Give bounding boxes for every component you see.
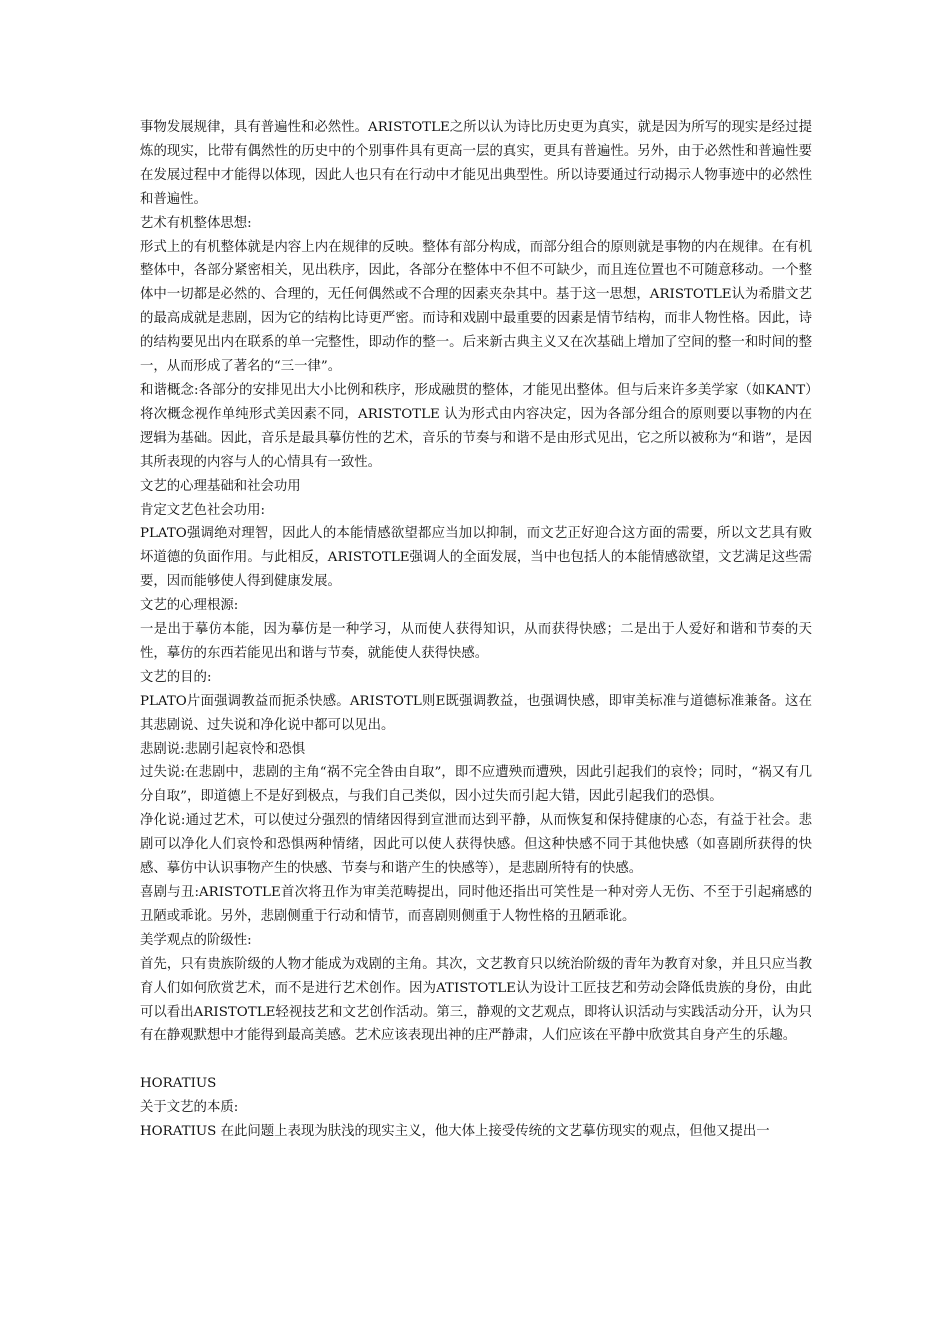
paragraph: 首先，只有贵族阶级的人物才能成为戏剧的主角。其次，文艺教育只以统治阶级的青年为教育对象，并且只应当教育人们如何欣赏艺术，而不是进行艺术创作。因为ATISTOTLE认为设计工匠技艺和劳动会降低贵族的身份，由此可以看出ARISTOTLE轻视技艺和文艺创作活动。第三，静观的文艺观点，即将认识活动与实践活动分开，认为只有在静观默想中才能得到最高美感。艺术应该表现出神的庄严静肃，人们应该在平静中欣赏其自身产生的乐趣。 (140, 956, 812, 1044)
paragraph: 形式上的有机整体就是内容上内在规律的反映。整体有部分构成，而部分组合的原则就是事物的内在规律。在有机整体中，各部分紧密相关，见出秩序，因此，各部分在整体中不但不可缺少，而且连位置也不可随意移动。一个整体中一切都是必然的、合理的，无任何偶然或不合理的因素夹杂其中。基于这一思想，ARISTOTLE认为希腊文艺的最高成就是悲剧，因为它的结构比诗更严密。而诗和戏剧中最重要的因素是情节结构，而非人物性格。因此，诗的结构要见出内在联系的单一完整性，即动作的整一。后来新古典主义又在次基础上增加了空间的整一和时间的整一，从而形成了著名的“三一律”。 (140, 239, 812, 375)
section-heading: 美学观点的阶级性: (140, 932, 252, 948)
paragraph: 喜剧与丑:ARISTOTLE首次将丑作为审美范畴提出，同时他还指出可笑性是一种对旁人无伤、不至于引起痛感的丑陋或乖讹。另外，悲剧侧重于行动和情节，而喜剧则侧重于人物性格的丑陋乖讹。 (140, 885, 812, 924)
section-heading: 文艺的心理基础和社会功用 (140, 478, 301, 494)
section-heading: 关于文艺的本质: (140, 1100, 239, 1116)
paragraph: 和谐概念:各部分的安排见出大小比例和秩序，形成融贯的整体，才能见出整体。但与后来许多美学家（如KANT）将次概念视作单纯形式美因素不同，ARISTOTLE 认为形式由内容决定，因为各部分组合的原则要以事物的内在逻辑为基础。因此，音乐是最具摹仿性的艺术，音乐的节奏与和谐不是由形式见出，它之所以被称为“和谐”，是因其所表现的内容与人的心情具有一致性。 (140, 382, 812, 470)
section-heading: 艺术有机整体思想: (140, 215, 252, 231)
paragraph: PLATO片面强调教益而扼杀快感。ARISTOTL则E既强调教益，也强调快感，即审美标准与道德标准兼备。这在其悲剧说、过失说和净化说中都可以见出。 (140, 693, 812, 733)
section-heading: 肯定文艺色社会功用: (140, 502, 266, 518)
paragraph: 事物发展规律，具有普遍性和必然性。ARISTOTLE之所以认为诗比历史更为真实，就是因为所写的现实是经过提炼的现实，比带有偶然性的历史中的个别事件具有更高一层的真实，更具有普遍性。另外，由于必然性和普遍性要在发展过程中才能得以体现，因此人也只有在行动中才能见出典型性。所以诗要通过行动揭示人物事迹中的必然性和普遍性。 (140, 120, 812, 207)
paragraph: 净化说:通过艺术，可以使过分强烈的情绪因得到宣泄而达到平静，从而恢复和保持健康的心态，有益于社会。悲剧可以净化人们哀怜和恐惧两种情绪，因此可以使人获得快感。但这种快感不同于其他快感（如喜剧所获得的快感、摹仿中认识事物产生的快感、节奏与和谐产生的快感等），是悲剧所特有的快感。 (140, 813, 812, 877)
paragraph: 一是出于摹仿本能，因为摹仿是一种学习，从而使人获得知识，从而获得快感；二是出于人爱好和谐和节奏的天性，摹仿的东西若能见出和谐与节奏，就能使人获得快感。 (140, 622, 812, 661)
section-heading: 文艺的目的: (140, 669, 212, 685)
paragraph: PLATO强调绝对理智，因此人的本能情感欲望都应当加以抑制，而文艺正好迎合这方面的需要，所以文艺具有败坏道德的负面作用。与此相反，ARISTOTLE强调人的全面发展，当中也包括人的本能情感欲望，文艺满足这些需要，因而能够使人得到健康发展。 (140, 526, 812, 590)
document-body (140, 116, 812, 1144)
blank-line (140, 1048, 812, 1072)
paragraph: 悲剧说:悲剧引起哀怜和恐惧 (140, 741, 306, 757)
paragraph: 过失说:在悲剧中，悲剧的主角“祸不完全咎由自取”，即不应遭殃而遭殃，因此引起我们的哀怜；同时，“祸又有几分自取”，即道德上不是好到极点，与我们自己类似，因小过失而引起大错，因此引起我们的恐惧。 (140, 765, 812, 805)
section-heading: 文艺的心理根源: (140, 598, 239, 614)
chapter-heading: HORATIUS (140, 1076, 217, 1092)
paragraph: HORATIUS 在此问题上表现为肤浅的现实主义，他大体上接受传统的文艺摹仿现实的观点，但他又提出一 (140, 1124, 770, 1140)
